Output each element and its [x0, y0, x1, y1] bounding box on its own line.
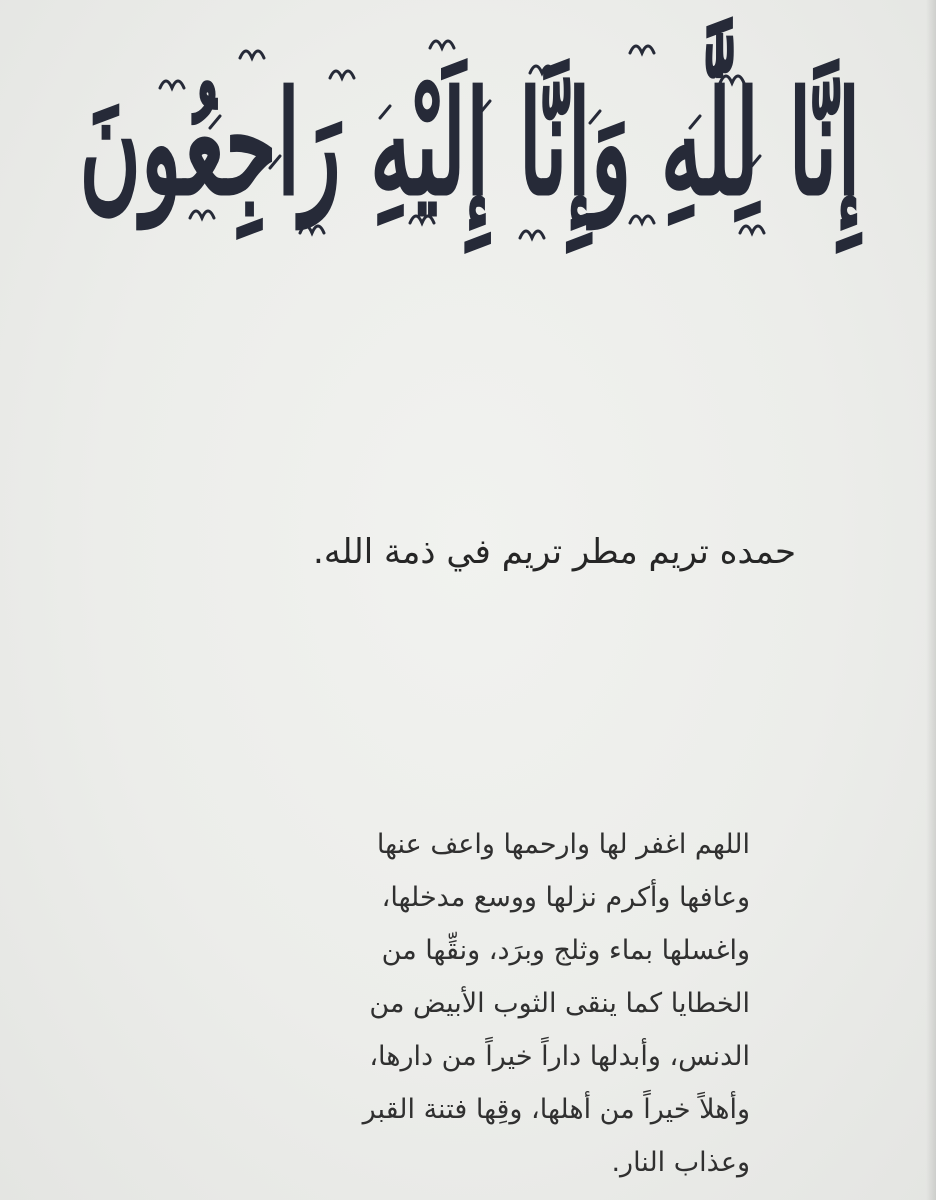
calligraphy-header — [79, 18, 861, 270]
prayer-line: اللهم اغفر لها وارحمها واعف عنها — [376, 829, 750, 860]
prayer-line: وعافها وأكرم نزلها ووسع مدخلها، — [381, 882, 750, 913]
announcement-headline: حمده تريم مطر تريم في ذمة الله. — [313, 532, 796, 572]
prayer-line: وأهلاً خيراً من أهلها، وقِها فتنة القبر — [362, 1094, 750, 1125]
prayer-line: الخطايا كما ينقى الثوب الأبيض من — [369, 988, 750, 1019]
page-edge-shadow — [926, 0, 936, 1200]
prayer-line: واغسلها بماء وثلج وبرَد، ونقِّها من — [381, 935, 750, 966]
prayer-line: الدنس، وأبدلها داراً خيراً من دارها، — [369, 1041, 750, 1072]
prayer-text — [150, 818, 750, 1189]
prayer-line: وعذاب النار. — [611, 1147, 750, 1178]
calligraphy-verse: إِنَّا لِلَّٰهِ وَإِنَّا إِلَيْهِ رَاجِعُونَ — [79, 59, 861, 228]
